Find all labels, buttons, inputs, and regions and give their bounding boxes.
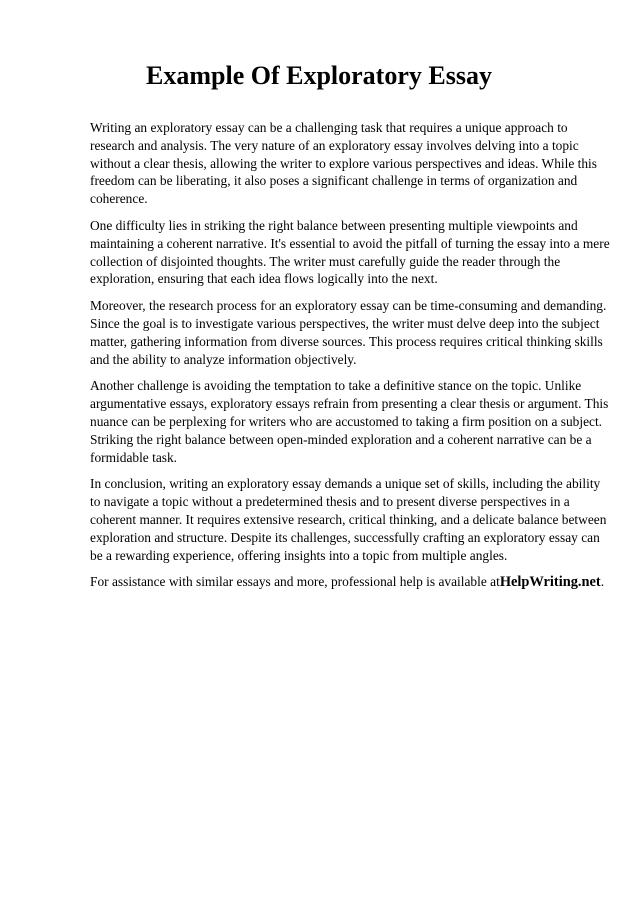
text-line: In conclusion, writing an exploratory essay demands a unique set of skills, including the ability bbox=[90, 476, 601, 492]
paragraph-1 bbox=[90, 119, 598, 208]
text-line: collection of disjointed thoughts. The writer must carefully guide the reader through the bbox=[90, 253, 561, 269]
helpwriting-link[interactable]: HelpWriting.net bbox=[499, 574, 601, 591]
text-line: maintaining a coherent narrative. It's essential to avoid the pitfall of turning the essay into a mere bbox=[90, 235, 610, 251]
text-line: argumentative essays, exploratory essays refrain from presenting a clear thesis or argument. This bbox=[90, 396, 609, 412]
text-line: to navigate a topic without a predetermined thesis and to present diverse perspectives in a bbox=[90, 494, 570, 510]
text-line: nuance can be perplexing for writers who are accustomed to taking a firm position on a subject. bbox=[90, 413, 603, 429]
footer-text: For assistance with similar essays and more, professional help is available at bbox=[90, 574, 500, 590]
text-line: Writing an exploratory essay can be a challenging task that requires a unique approach to bbox=[90, 120, 568, 135]
text-line: research and analysis. The very nature of an exploratory essay involves delving into a topic bbox=[90, 137, 579, 153]
paragraph-3 bbox=[90, 297, 607, 368]
paragraph-5 bbox=[90, 475, 607, 564]
paragraph-2 bbox=[90, 217, 610, 288]
text-line: freedom can be liberating, it also poses a significant challenge in terms of organization and bbox=[90, 173, 578, 189]
text-line: coherent manner. It requires extensive research, critical thinking, and a delicate balance between bbox=[90, 511, 607, 527]
text-line: without a clear thesis, allowing the writer to explore various perspectives and ideas. While this bbox=[90, 155, 597, 171]
text-line: be a rewarding experience, offering insights into a topic from multiple angles. bbox=[90, 547, 508, 563]
text-line: and the ability to analyze information objectively. bbox=[90, 351, 357, 367]
essay-body bbox=[90, 119, 610, 601]
text-line: matter, gathering information from diverse sources. This process requires critical thinking skills bbox=[90, 333, 603, 349]
page-title: Example Of Exploratory Essay bbox=[146, 61, 492, 90]
text-line: Another challenge is avoiding the temptation to take a definitive stance on the topic. Unlike bbox=[90, 378, 582, 394]
paragraph-4 bbox=[90, 377, 609, 466]
text-line: exploration, ensuring that each idea flows logically into the next. bbox=[90, 271, 438, 287]
text-line: exploration and structure. Despite its challenges, successfully crafting an exploratory essay can bbox=[90, 529, 600, 545]
text-line: coherence. bbox=[90, 191, 148, 207]
text-line: formidable task. bbox=[90, 449, 178, 465]
footer-paragraph bbox=[90, 573, 605, 592]
text-line: Striking the right balance between open-minded exploration and a coherent narrative can be a bbox=[90, 431, 592, 447]
text-line: Moreover, the research process for an exploratory essay can be time-consuming and demanding. bbox=[90, 298, 607, 314]
footer-period: . bbox=[600, 574, 605, 590]
text-line: One difficulty lies in striking the right balance between presenting multiple viewpoints and bbox=[90, 217, 578, 233]
text-line: Since the goal is to investigate various perspectives, the writer must delve deep into the subject bbox=[90, 315, 600, 331]
